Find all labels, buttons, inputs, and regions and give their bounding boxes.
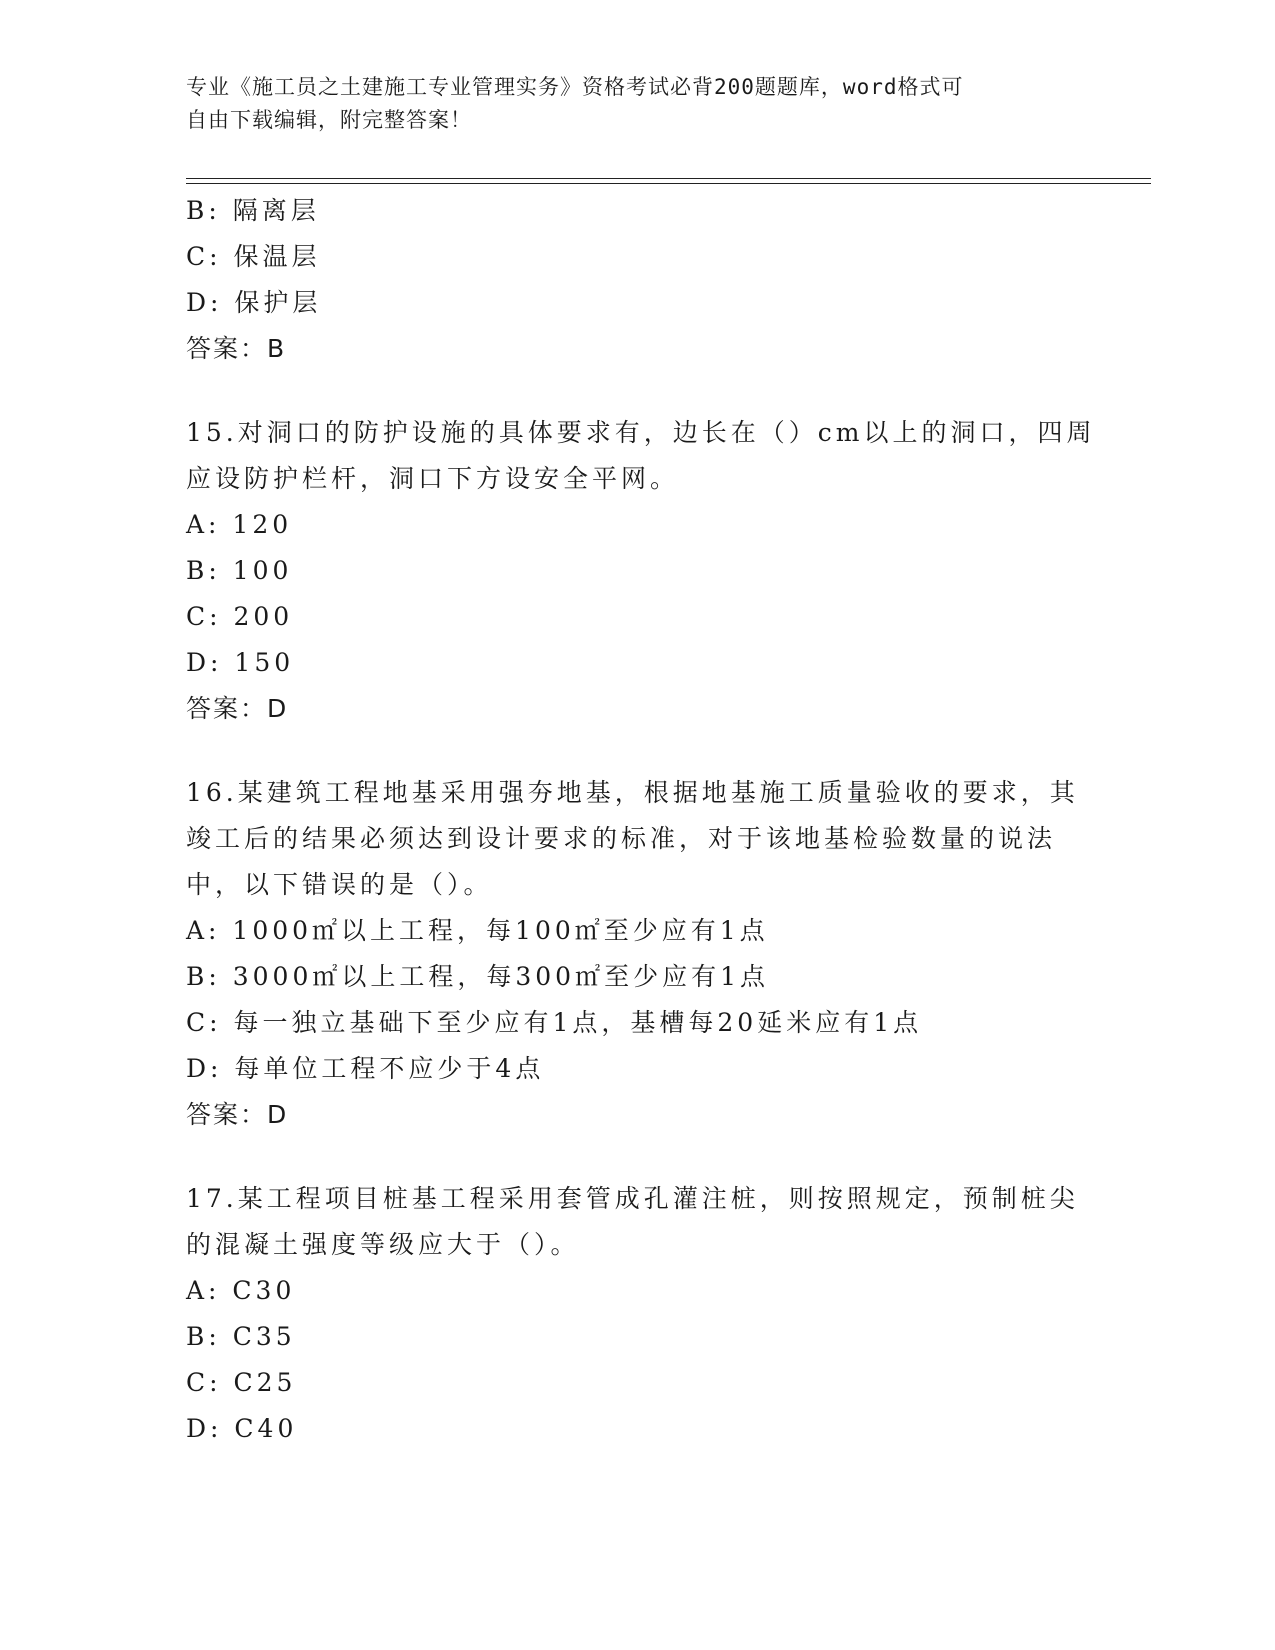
option-d: D: 150 [186,648,295,677]
header-rule-top [186,178,1151,179]
answer-line: 答案：D [186,694,289,723]
question-stem-line: 15.对洞口的防护设施的具体要求有，边长在（）cm以上的洞口，四周 [186,418,1096,447]
option-c: C: 200 [186,602,294,631]
header-title-line-1: 专业《施工员之土建施工专业管理实务》资格考试必背200题题库，word格式可 [186,75,964,99]
option-a: A: 120 [186,510,293,539]
header-rule-bottom [186,183,1151,184]
option-b: B: 隔离层 [186,196,320,225]
question-stem-line: 17.某工程项目桩基工程采用套管成孔灌注桩，则按照规定，预制桩尖 [186,1184,1079,1213]
option-b: B: 3000㎡以上工程，每300㎡至少应有1点 [186,962,769,991]
question-content [186,188,1096,1452]
question-15 [186,410,1096,732]
option-c: C: C25 [186,1368,297,1397]
previous-question-tail [186,188,1086,372]
option-d: D: 保护层 [186,288,322,317]
option-d: D: 每单位工程不应少于4点 [186,1054,545,1083]
question-stem-line: 的混凝土强度等级应大于（）。 [186,1230,580,1259]
spacer [186,1138,1086,1176]
question-stem-line: 中，以下错误的是（）。 [186,870,493,899]
question-stem-line: 应设防护栏杆，洞口下方设安全平网。 [186,464,680,493]
question-17 [186,1176,1086,1452]
document-header [186,71,1066,137]
answer-line: 答案：B [186,334,287,363]
spacer [186,732,1086,770]
spacer [186,372,1086,410]
question-stem-line: 竣工后的结果必须达到设计要求的标准，对于该地基检验数量的说法 [186,824,1057,853]
option-d: D: C40 [186,1414,298,1443]
option-a: A: 1000㎡以上工程，每100㎡至少应有1点 [186,916,769,945]
question-16 [186,770,1086,1138]
option-c: C: 每一独立基础下至少应有1点，基槽每20延米应有1点 [186,1008,923,1037]
header-title-line-2: 自由下载编辑，附完整答案！ [186,108,472,132]
answer-line: 答案：D [186,1100,289,1129]
option-a: A: C30 [186,1276,296,1305]
question-stem-line: 16.某建筑工程地基采用强夯地基，根据地基施工质量验收的要求，其 [186,778,1079,807]
option-b: B: 100 [186,556,293,585]
option-b: B: C35 [186,1322,296,1351]
option-c: C: 保温层 [186,242,321,271]
